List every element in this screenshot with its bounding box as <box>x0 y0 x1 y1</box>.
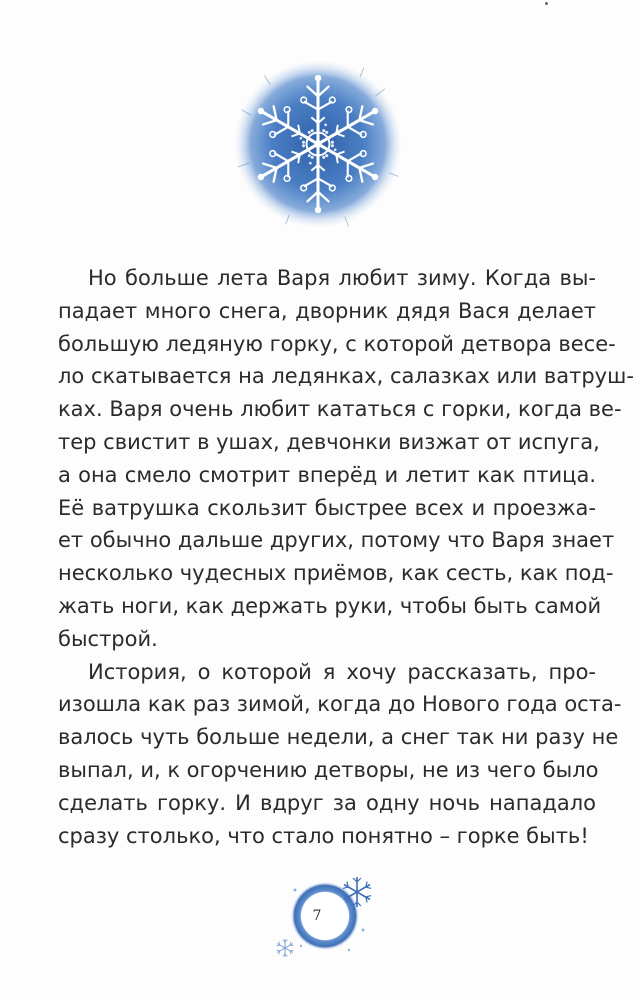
text-line: История, о которой я хочу рассказать, про- <box>88 659 596 684</box>
text-line: сделать горку. И вдруг за одну ночь нападало <box>58 790 596 815</box>
text-line: Но больше лета Варя любит зиму. Когда вы- <box>88 266 596 290</box>
print-speck <box>545 2 548 5</box>
text-line: выпал, и, к огорчению детворы, не из чего было <box>58 757 599 782</box>
text-line: ках. Варя очень любит кататься с горки, когда ве- <box>58 397 622 422</box>
text-line: быстрой. <box>58 626 158 651</box>
text-line: жать ноги, как держать руки, чтобы быть самой <box>58 593 602 618</box>
text-line: валось чуть больше недели, а снег так ни разу не <box>58 725 619 750</box>
text-line: падает много снега, дворник дядя Вася делает <box>58 298 596 323</box>
page-number: 7 <box>312 908 322 924</box>
snowflake-icon <box>232 58 404 230</box>
paragraph-2 <box>58 656 622 853</box>
text-line: сразу столько, что стало понятно – горке быть! <box>58 823 589 848</box>
paragraph-1 <box>58 262 634 656</box>
text-line: изошла как раз зимой, когда до Нового года оста- <box>58 692 622 717</box>
text-line: а она смело смотрит вперёд и летит как птица. <box>58 462 596 487</box>
text-line: ло скатывается на ледянках, салазках или ватруш- <box>58 364 634 389</box>
text-line: тер свистит в ушах, девчонки визжат от испуга, <box>58 429 600 454</box>
text-line: ет обычно дальше других, потому что Варя знает <box>58 528 615 553</box>
text-line: большую ледяную горку, с которой детвора весе- <box>58 331 616 356</box>
text-line: Её ватрушка скользит быстрее всех и проезжа- <box>58 495 596 520</box>
story-text <box>58 262 634 852</box>
text-line: несколько чудесных приёмов, как сесть, как под- <box>58 561 614 586</box>
